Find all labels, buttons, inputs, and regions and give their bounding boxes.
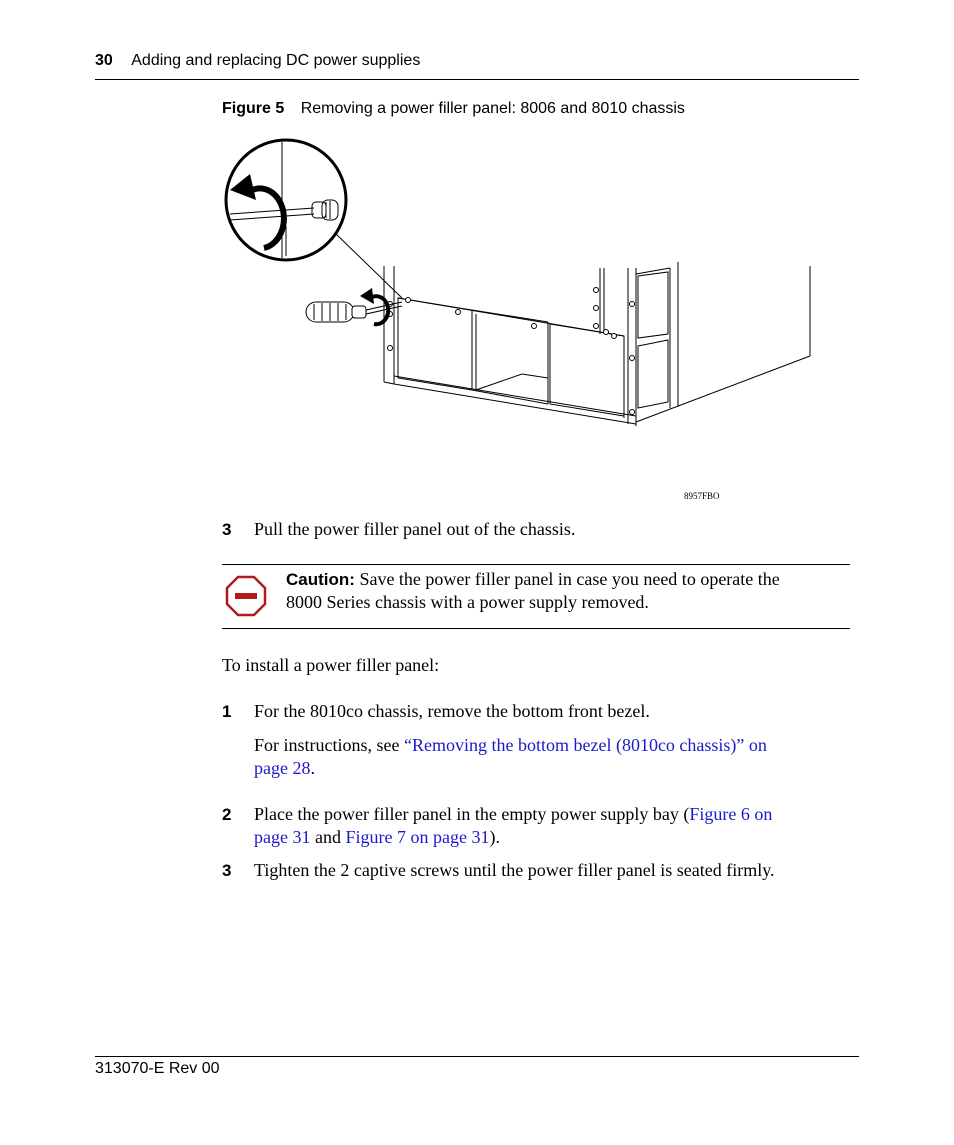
step-number: 2	[222, 805, 232, 824]
header-rule	[95, 79, 859, 80]
footer-rule	[95, 1056, 859, 1057]
step-sub-paragraph	[254, 734, 834, 780]
figure-illustration	[222, 138, 822, 508]
step-text-middle: and	[310, 827, 346, 847]
caution-label: Caution:	[286, 570, 355, 589]
figure-label: Figure 5	[222, 100, 285, 117]
link-figure-6-page[interactable]: page 31	[254, 827, 311, 847]
caution-line2: 8000 Series chassis with a power supply removed.	[286, 592, 649, 612]
link-removing-bottom-bezel[interactable]: “Removing the bottom bezel (8010co chassis)” on	[404, 735, 767, 755]
link-page-28[interactable]: page 28	[254, 758, 311, 778]
link-figure-6[interactable]: Figure 6 on	[689, 804, 773, 824]
install-intro: To install a power filler panel:	[222, 655, 440, 675]
step-number: 3	[222, 520, 232, 539]
caution-stop-icon	[225, 575, 267, 617]
step-number: 3	[222, 861, 232, 880]
caution-top-rule	[222, 564, 850, 565]
caution-bottom-rule	[222, 628, 850, 629]
sub-prefix: For instructions, see	[254, 735, 404, 755]
sub-suffix: .	[310, 758, 315, 778]
step-text: For the 8010co chassis, remove the bottom front bezel.	[254, 701, 650, 721]
figure-caption	[222, 100, 685, 118]
link-figure-7[interactable]: Figure 7 on page 31	[345, 827, 490, 847]
step-text	[254, 803, 834, 849]
page-number: 30	[95, 52, 113, 69]
caution-line1: Save the power filler panel in case you need to operate the	[354, 569, 780, 589]
running-header	[95, 52, 420, 70]
step-text: Pull the power filler panel out of the chassis.	[254, 519, 576, 539]
section-title: Adding and replacing DC power supplies	[131, 52, 421, 69]
caution-text	[286, 568, 846, 614]
step-text: Tighten the 2 captive screws until the power filler panel is seated firmly.	[254, 860, 775, 880]
step-number: 1	[222, 702, 232, 721]
footer-doc-id: 313070-E Rev 00	[95, 1060, 220, 1077]
step-text-prefix: Place the power filler panel in the empty power supply bay (	[254, 804, 690, 824]
step-text-suffix: ).	[489, 827, 500, 847]
chassis-drawing	[384, 262, 810, 426]
figure-caption-text: Removing a power filler panel: 8006 and 8010 chassis	[300, 100, 685, 117]
image-code: 8957FBO	[684, 491, 720, 501]
